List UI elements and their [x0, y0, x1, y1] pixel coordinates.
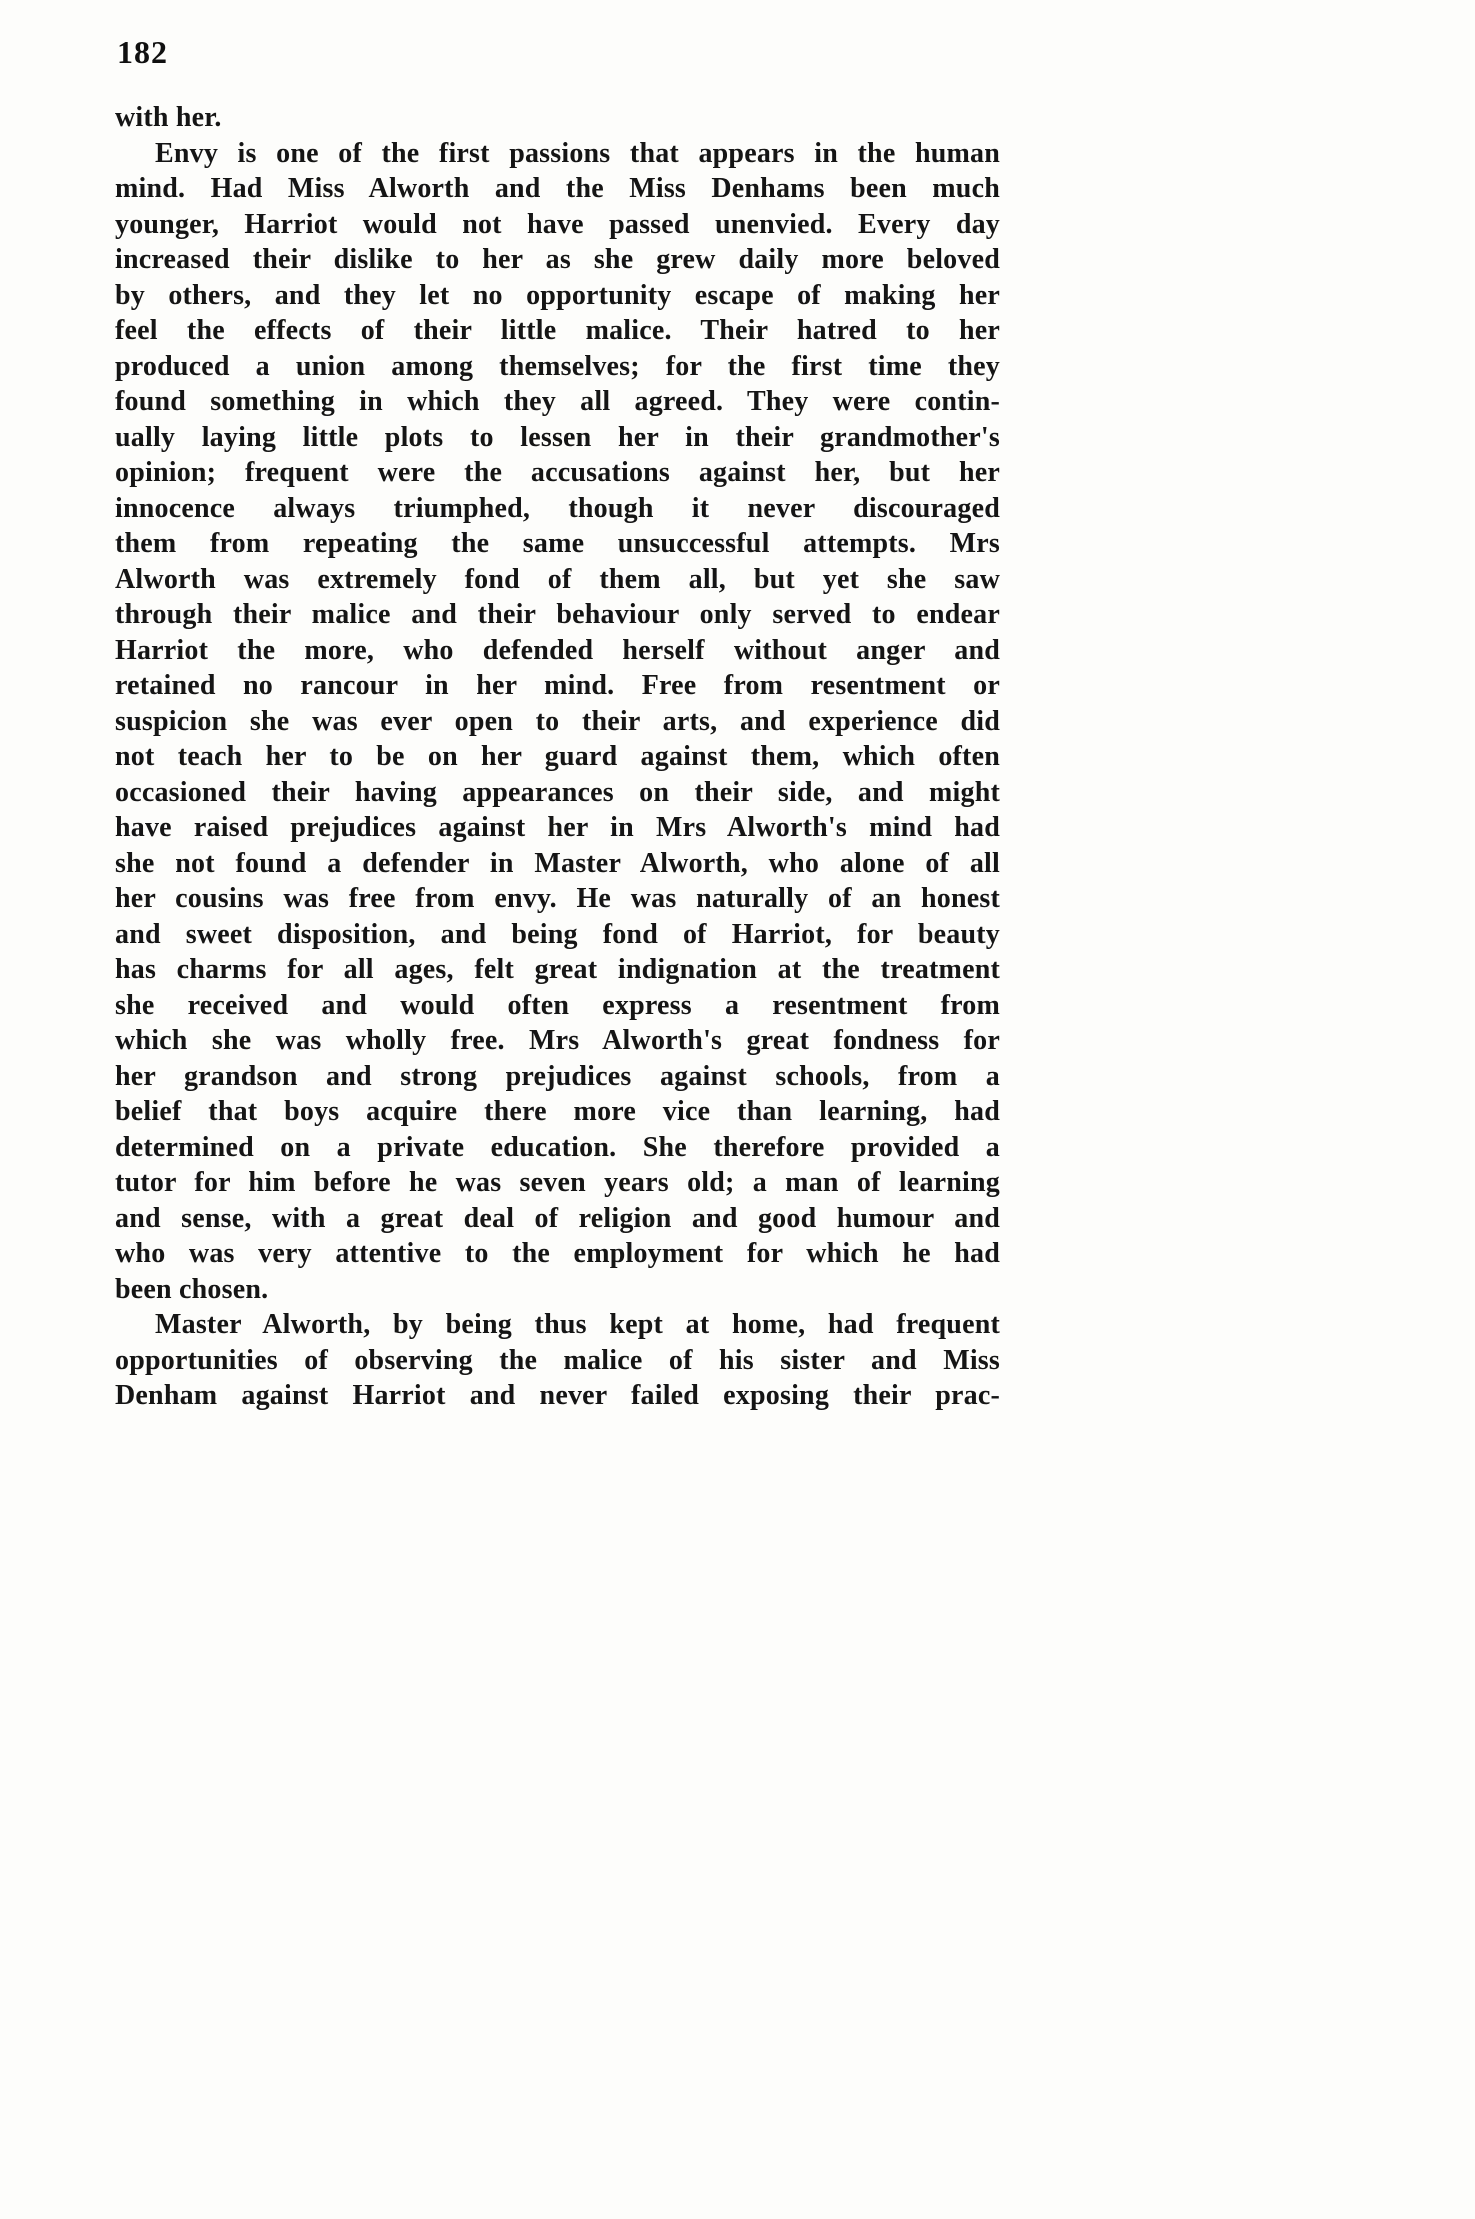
text-line: who was very attentive to the employment for which he had: [115, 1238, 1000, 1269]
text-line: Master Alworth, by being thus kept at home, had frequent: [155, 1309, 1000, 1340]
text-line: tutor for him before he was seven years old; a man of learning: [115, 1167, 1000, 1198]
text-line: increased their dislike to her as she grew daily more beloved: [115, 244, 1000, 275]
text-line: and sense, with a great deal of religion and good humour and: [115, 1202, 1000, 1234]
text-line: has charms for all ages, felt great indignation at the treatment: [115, 954, 1000, 985]
text-line: she received and would often express a resentment from: [115, 989, 1000, 1021]
paragraph: [115, 1307, 1000, 1414]
text-line: Alworth was extremely fond of them all, but yet she saw: [115, 563, 1000, 595]
text-line: she not found a defender in Master Alworth, who alone of all: [115, 847, 1000, 879]
text-line: which she was wholly free. Mrs Alworth's great fondness for: [115, 1025, 1000, 1056]
text-line: ually laying little plots to lessen her in their grandmother's: [115, 421, 1000, 453]
text-line: younger, Harriot would not have passed unenvied. Every day: [115, 208, 1000, 240]
text-line: suspicion she was ever open to their arts, and experience did: [115, 705, 1000, 737]
text-line: not teach her to be on her guard against them, which often: [115, 741, 1000, 772]
text-line: mind. Had Miss Alworth and the Miss Denhams been much: [115, 173, 1000, 204]
text-line: by others, and they let no opportunity escape of making her: [115, 279, 1000, 311]
paragraph: [115, 136, 1000, 1308]
text-line: produced a union among themselves; for the first time they: [115, 350, 1000, 382]
text-line: her cousins was free from envy. He was naturally of an honest: [115, 883, 1000, 914]
text-line: retained no rancour in her mind. Free from resentment or: [115, 670, 1000, 701]
text-line: opportunities of observing the malice of his sister and Miss: [115, 1344, 1000, 1376]
text-line: occasioned their having appearances on their side, and might: [115, 776, 1000, 808]
paragraph: [115, 100, 1000, 136]
text-line: belief that boys acquire there more vice than learning, had: [115, 1096, 1000, 1127]
text-line: them from repeating the same unsuccessful attempts. Mrs: [115, 528, 1000, 559]
text-line: opinion; frequent were the accusations against her, but her: [115, 457, 1000, 488]
page-number: 182: [117, 34, 168, 70]
text-line: feel the effects of their little malice. Their hatred to her: [115, 315, 1000, 346]
text-line: determined on a private education. She therefore provided a: [115, 1131, 1000, 1163]
text-line: through their malice and their behaviour only served to endear: [115, 599, 1000, 630]
text-line: her grandson and strong prejudices against schools, from a: [115, 1060, 1000, 1092]
text-line: Harriot the more, who defended herself without anger and: [115, 634, 1000, 666]
text-line: and sweet disposition, and being fond of Harriot, for beauty: [115, 918, 1000, 950]
text-line: with her.: [115, 102, 222, 133]
text-line: Envy is one of the first passions that appears in the human: [155, 137, 1000, 169]
text-line: innocence always triumphed, though it never discouraged: [115, 492, 1000, 524]
text-line: have raised prejudices against her in Mrs Alworth's mind had: [115, 812, 1000, 843]
text-line: Denham against Harriot and never failed exposing their prac-: [115, 1380, 1000, 1411]
body-text: [115, 100, 1000, 1414]
text-line: found something in which they all agreed. They were contin-: [115, 386, 1000, 417]
text-line: been chosen.: [115, 1273, 269, 1305]
